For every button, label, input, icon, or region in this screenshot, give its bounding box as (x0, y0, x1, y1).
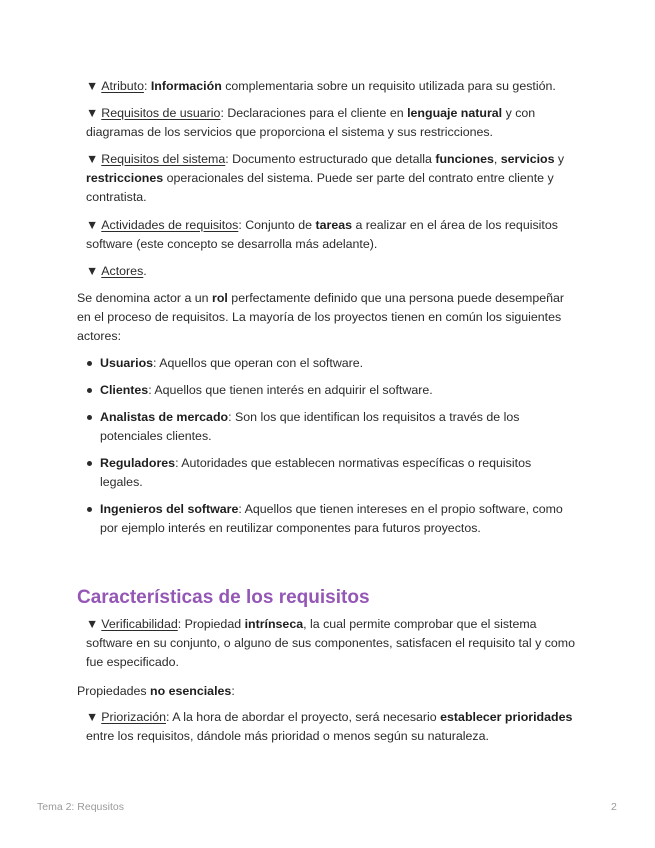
toggle-text: y (554, 152, 565, 166)
paragraph-text: Se denomina actor a un (77, 291, 213, 305)
bullet-icon (87, 461, 92, 466)
list-item-ingenieros (100, 500, 570, 538)
term-requisitos-sistema: Requisitos del sistema (101, 152, 226, 166)
footer-title: Tema 2: Requsitos (37, 801, 124, 813)
toggle-triangle-icon[interactable]: ▼ (86, 218, 99, 232)
bold-no-esenciales: no esenciales (150, 684, 232, 698)
bold-restricciones: restricciones (86, 171, 164, 185)
toggle-text: , la cual permite comprobar que el sistema software en su conjunto, o alguno de sus componentes, satisfacen el requisito tal y como fue especificado. (86, 617, 576, 669)
toggle-triangle-icon[interactable]: ▼ (86, 710, 99, 724)
actor-desc: : Autoridades que establecen normativas específicas o requisitos legales. (100, 456, 532, 489)
toggle-actividades-requisitos[interactable] (86, 216, 578, 254)
toggle-requisitos-sistema[interactable] (86, 150, 578, 207)
toggle-text: complementaria sobre un requisito utilizada para su gestión. (221, 79, 556, 93)
toggle-triangle-icon[interactable]: ▼ (86, 264, 99, 278)
toggle-text: : Conjunto de (238, 218, 316, 232)
list-item-reguladores (100, 454, 570, 492)
page-number: 2 (611, 801, 617, 813)
term-actividades-requisitos: Actividades de requisitos (101, 218, 239, 232)
term-atributo: Atributo (101, 79, 144, 93)
toggle-text: y con diagramas de los servicios que proporciona el sistema y sus restricciones. (86, 106, 536, 139)
toggle-triangle-icon[interactable]: ▼ (86, 617, 99, 631)
actors-intro-paragraph (77, 289, 577, 346)
bullet-icon (87, 388, 92, 393)
toggle-triangle-icon[interactable]: ▼ (86, 152, 99, 166)
toggle-text: , (493, 152, 501, 166)
list-item-analistas (100, 408, 570, 446)
actor-desc: : Son los que identifican los requisitos a través de los potenciales clientes. (100, 410, 520, 443)
actor-name: Ingenieros del software (100, 502, 239, 516)
actor-name: Analistas de mercado (100, 410, 229, 424)
toggle-text: a realizar en el área de los requisitos software (este concepto se desarrolla más adelante). (86, 218, 558, 251)
toggle-text: operacionales del sistema. Puede ser parte del contrato entre cliente y contratista. (86, 171, 554, 204)
toggle-priorizacion[interactable] (86, 708, 578, 746)
non-essential-paragraph (77, 682, 577, 701)
toggle-text: : Documento estructurado que detalla (225, 152, 436, 166)
actor-desc: : Aquellos que tienen interés en adquirir el software. (148, 383, 433, 397)
toggle-triangle-icon[interactable]: ▼ (86, 79, 99, 93)
bold-tareas: tareas (315, 218, 352, 232)
actor-name: Reguladores (100, 456, 176, 470)
toggle-text: entre los requisitos, dándole más prioridad o menos según su naturaleza. (86, 729, 489, 743)
paragraph-text: : (231, 684, 235, 698)
term-actores: Actores (101, 264, 144, 278)
toggle-text: : A la hora de abordar el proyecto, será necesario (166, 710, 441, 724)
bold-rol: rol (212, 291, 228, 305)
toggle-actores[interactable] (86, 262, 578, 281)
bold-lenguaje-natural: lenguaje natural (407, 106, 503, 120)
bold-servicios: servicios (500, 152, 555, 166)
toggle-text: : Propiedad (177, 617, 245, 631)
toggle-triangle-icon[interactable]: ▼ (86, 106, 99, 120)
actor-desc: : Aquellos que tienen intereses en el propio software, como por ejemplo interés en reutilizar componentes para futuros proyectos. (100, 502, 563, 535)
bold-intrinseca: intrínseca (244, 617, 304, 631)
toggle-atributo[interactable]: ▼ Atributo: Información complementaria sobre un requisito utilizada para su gestión. (86, 77, 578, 96)
term-verificabilidad: Verificabilidad (101, 617, 178, 631)
toggle-verificabilidad[interactable] (86, 615, 578, 672)
term-priorizacion: Priorización (101, 710, 166, 724)
actor-name: Usuarios (100, 356, 154, 370)
bullet-icon (87, 507, 92, 512)
section-heading: Características de los requisitos (77, 587, 370, 608)
paragraph-text: Propiedades (77, 684, 151, 698)
bold-funciones: funciones (435, 152, 494, 166)
toggle-text: . (143, 264, 147, 278)
bullet-icon (87, 415, 92, 420)
term-requisitos-usuario: Requisitos de usuario (101, 106, 221, 120)
list-item-clientes (100, 381, 570, 400)
actor-name: Clientes (100, 383, 149, 397)
bold-establecer-prioridades: establecer prioridades (440, 710, 573, 724)
actor-desc: : Aquellos que operan con el software. (153, 356, 364, 370)
list-item-usuarios (100, 354, 570, 373)
toggle-requisitos-usuario[interactable] (86, 104, 578, 142)
bullet-icon (87, 361, 92, 366)
toggle-text: : Declaraciones para el cliente en (220, 106, 408, 120)
bold-informacion: Información (150, 79, 222, 93)
paragraph-text: perfectamente definido que una persona puede desempeñar en el proceso de requisitos. La mayoría de los proyectos tienen en común los siguientes actores: (77, 291, 565, 343)
